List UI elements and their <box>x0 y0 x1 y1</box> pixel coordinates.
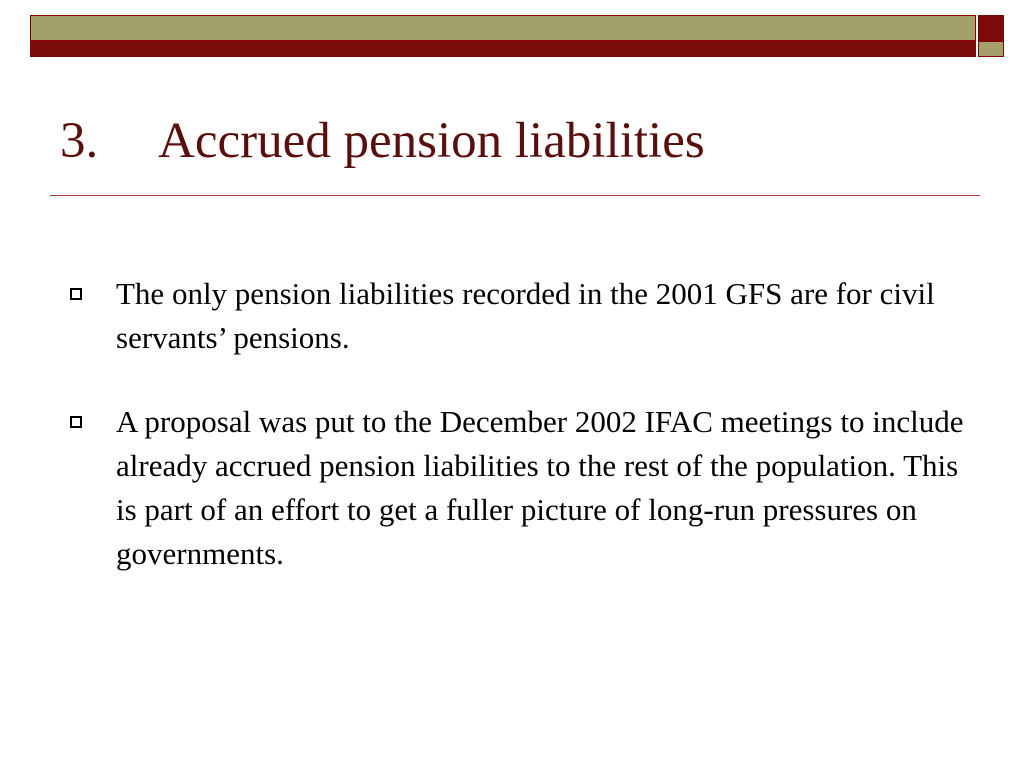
bullet-list <box>70 272 970 616</box>
bullet-item <box>70 272 970 360</box>
header-banner <box>30 15 976 41</box>
slide-title-number: 3. <box>60 113 99 169</box>
bullet-text: A proposal was put to the December 2002 IFAC meetings to include already accrued pension liabilities to the rest of the population. This is part of an effort to get a fuller picture of long-run pressures on governments. <box>116 404 964 571</box>
hollow-square-bullet-icon <box>70 288 82 300</box>
slide-title <box>60 112 705 170</box>
hollow-square-bullet-icon <box>70 416 82 428</box>
slide-title-text: Accrued pension liabilities <box>158 113 705 169</box>
header-banner-stripe <box>30 41 976 57</box>
header-corner-block-bottom <box>978 41 1004 57</box>
bullet-text: The only pension liabilities recorded in the 2001 GFS are for civil servants’ pensions. <box>116 276 935 355</box>
bullet-item <box>70 400 970 576</box>
title-divider <box>50 195 980 196</box>
header-corner-block-top <box>978 15 1004 41</box>
